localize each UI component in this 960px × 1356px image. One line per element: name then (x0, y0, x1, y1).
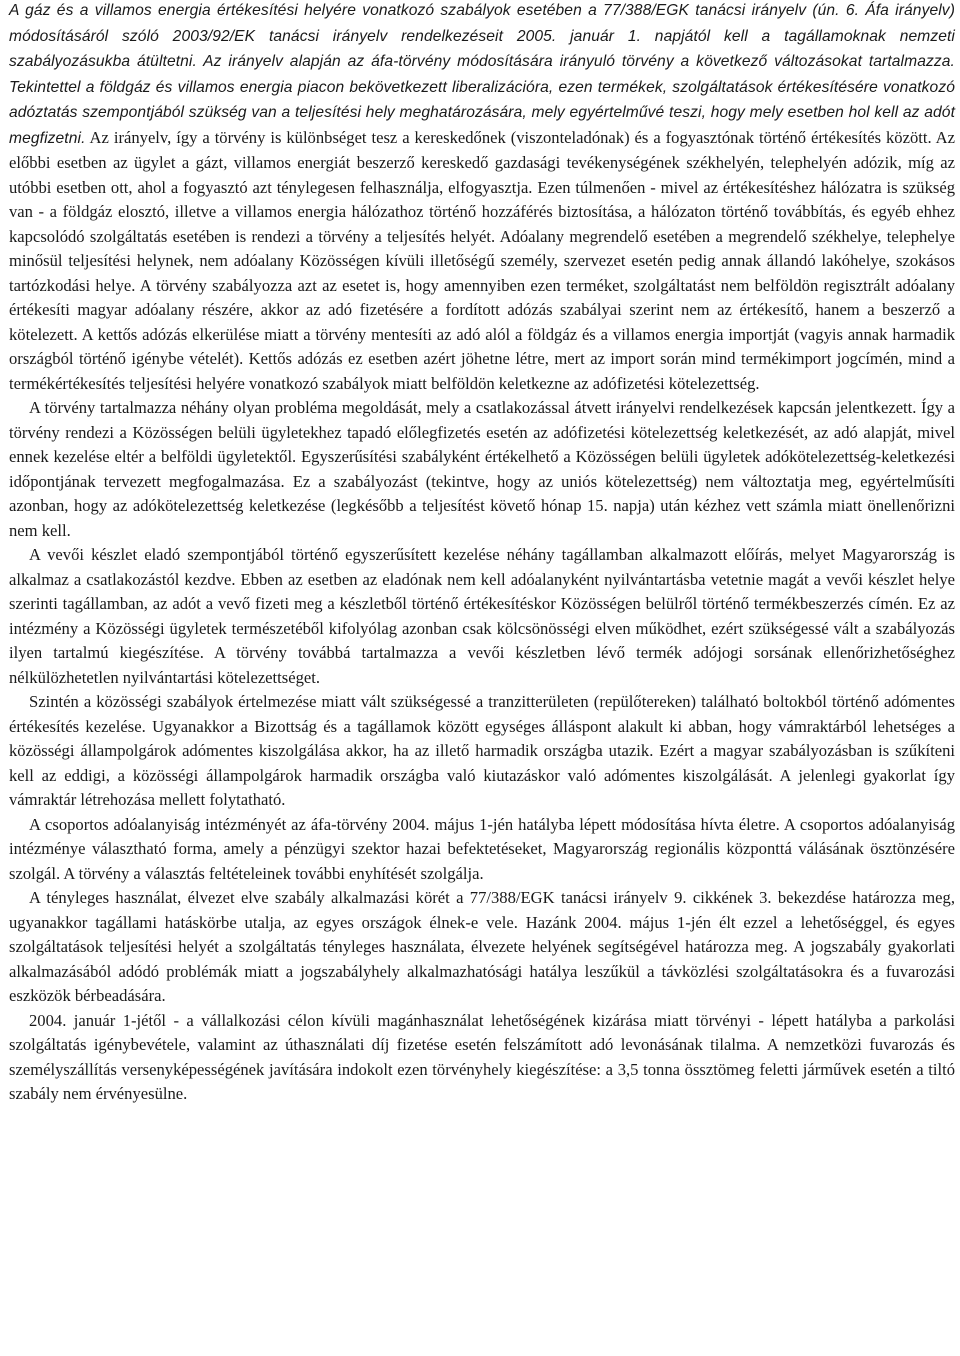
body-text: Szintén a közösségi szabályok értelmezése miatt vált szükségessé a tranzitterületen (repülőtereken) található boltokból történő adómentes értékesítés kezelése. Ugyanakkor a Bizottság és a tagállamok között egységes álláspont alakult ki abban, hogy vámraktárból lehetséges a közösségi állampolgárok adómentes kiszolgálása akkor, ha az illető harmadik országba utazik. Ezért a magyar szabályozásban is szűkíteni kell az eddigi, a közösségi állampolgárok harmadik országba való kiutazáskor való adómentes kiszolgálását. A jelenlegi gyakorlat így vámraktár létrehozása mellett folytatható. (9, 692, 955, 809)
paragraph-3 (9, 543, 955, 690)
body-text: A vevői készlet eladó szempontjából történő egyszerűsített kezelése néhány tagállamban alkalmazott előírás, melyet Magyarország is alkalmaz a csatlakozástól kezdve. Ebben az esetben az eladónak nem kell adóalanyként nyilvántartásba vetetnie magát a vevői készlet helye szerinti tagállamban, az adót a vevő fizeti meg a készletből történő értékesítéskor Közösségen belülről történő termékbeszerzés címén. Ez az intézmény a Közösségi ügyletek természetéből kifolyólag azonban csak kölcsönösségi elven működhet, ezért szükségessé vált a szabályozás ilyen tartalmú kiegészítése. A törvény továbbá tartalmazza a vevői készletben lévő termék adójogi sorsának ellenőrizhetőséghez nélkülözhetetlen nyilvántartási kötelezettséget. (9, 545, 955, 687)
document-body (9, 0, 955, 1107)
body-text: Az irányelv, így a törvény is különbséget tesz a kereskedőnek (viszonteladónak) és a fogyasztónak történő értékesítés között. Az előbbi esetben az ügylet a gázt, villamos energiát beszerző kereskedő gazdasági tevékenységének székhelyén, telephelyén adózik, míg az utóbbi esetben ott, ahol a fogyasztó azt ténylegesen felhasználja, elfogyasztja. Ezen túlmenően - mivel az értékesítéshez hálózatra is szükség van - a földgáz elosztó, illetve a villamos energia hálózathoz történő hozzáférés biztosítása, a hálózaton történő továbbítás, és egyéb ehhez kapcsolódó szolgáltatás esetében is rendezi a törvény a teljesítés helyét. Adóalany megrendelő esetében a megrendelő székhelye, telephelye minősül teljesítési helynek, nem adóalany Közösségen kívüli illetőségű személy, szervezet esetén pedig annak állandó lakóhelye, szokásos tartózkodási helye. A törvény szabályozza azt az esetet is, hogy amennyiben ezen terméket, szolgáltatást nem belföldön regisztrált adóalany értékesíti magyar adóalany részére, akkor az adó fizetésére a fordított adózás szabályai szerint nem az értékesítő, hanem a beszerző a kötelezett. A kettős adózás elkerülése miatt a törvény mentesíti az adó alól a földgáz és a villamos energia importját (vagyis annak harmadik országból történő igénybe vételét). Kettős adózás ez esetben azért jöhetne létre, mert az import során mind termékimport jogcímén, mind a termékértékesítés teljesítési helyére vonatkozó szabályok miatt belföldön keletkezne az adófizetési kötelezettség. (9, 127, 955, 393)
paragraph-5 (9, 813, 955, 887)
paragraph-1 (9, 0, 955, 396)
body-text: 2004. január 1-jétől - a vállalkozási célon kívüli magánhasználat lehetőségének kizárása miatt törvényi - lépett hatályba a parkolási szolgáltatás igénybevétele, valamint az úthasználati díj fizetése esetén felszámított adó levonásának tilalma. A nemzetközi fuvarozás és személyszállítás versenyképességének javítására indokolt ezen törvényhely kiegészítése: a 3,5 tonna össztömeg feletti járművek esetén a tiltó szabály nem érvényesülne. (9, 1010, 955, 1103)
body-text: A csoportos adóalanyiság intézményét az áfa-törvény 2004. május 1-jén hatályba lépett módosítása hívta életre. A csoportos adóalanyiság intézménye választható forma, amely a pénzügyi szektor hazai befektetéseket, Magyarország regionális központtá válásának ösztönzésére szolgál. A törvény a választás feltételeinek további enyhítését szolgálja. (9, 814, 955, 883)
paragraph-2 (9, 396, 955, 543)
paragraph-7 (9, 1009, 955, 1107)
intro-text: A gáz és a villamos energia értékesítési helyére vonatkozó szabályok esetében a 77/388/EGK tanácsi irányelv (ún. 6. Áfa irányelv) módosításáról szóló 2003/92/EK tanácsi irányelv rendelkezéseit 2005. január 1. napjától kell a tagállamoknak nemzeti szabályozásukba átültetni. Az irányelv alapján az áfa-törvény módosítására irányuló törvény a következő változásokat tartalmazza. (9, 2, 955, 70)
paragraph-6 (9, 886, 955, 1009)
body-text: A törvény tartalmazza néhány olyan probléma megoldását, mely a csatlakozással átvett irányelvi rendelkezések kapcsán jelentkezett. Így a törvény rendezi a Közösségen belüli ügyletekhez tapadó előlegfizetés esetén az adófizetési kötelezettség keletkezését, az adó alapját, mivel ennek kezelése eltér a belföldi ügyletektől. Egyszerűsítési szabályként értékelhető a Közösségen belüli ügyletek adókötelezettség-keletkezési időpontjának tervezett megfogalmazása. Ez a szabályozást (tekintve, hogy az uniós kötelezettség) nem változtatja meg, egyértelműsíti azonban, hogy az adókötelezettség keletkezése (legkésőbb a teljesítést követő hónap 15. napja) után kézhez vett számla miatt önellenőrizni nem kell. (9, 398, 955, 540)
liberalization-text: Tekintettel a földgáz és villamos energia piacon bekövetkezett liberalizációra, ezen termékek, szolgáltatások értékesítésére vonatkozó adóztatás szempontjából szükség van a teljesítési hely meghatározására, mely egyértelművé teszi, hogy mely esetben hol kell az adót megfizetni. (9, 78, 955, 147)
paragraph-4 (9, 690, 955, 813)
body-text: A tényleges használat, élvezet elve szabály alkalmazási körét a 77/388/EGK tanácsi irányelv 9. cikkének 3. bekezdése határozza meg, ugyanakkor tagállami hatáskörbe utalja, az egyes országok élnek-e vele. Hazánk 2004. május 1-jén élt ezzel a lehetőséggel, és egyes szolgáltatások teljesítési helyét a szolgáltatás tényleges használata, élvezete helyének segítségével határozza meg. A jogszabály gyakorlati alkalmazásából adódó problémák miatt a jogszabályhely alkalmazhatósági hatálya leszűkül a távközlési szolgáltatásokra és a fuvarozási eszközök bérbeadására. (9, 888, 955, 1005)
